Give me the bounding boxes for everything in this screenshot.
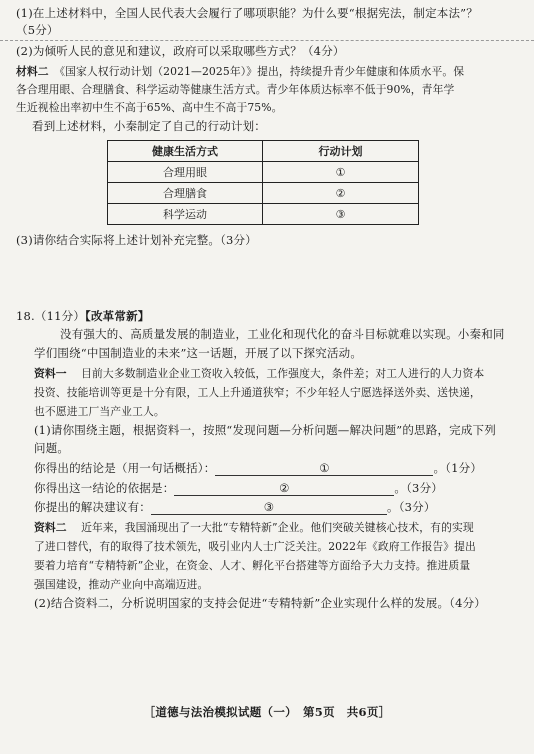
conclusion-score: 。（1分） bbox=[433, 461, 483, 475]
q17-sub2: (2)为倾听人民的意见和建议，政府可以采取哪些方式？（4分） bbox=[16, 44, 345, 58]
basis-blank[interactable]: ② bbox=[174, 481, 394, 496]
q18-sub2: (2)结合资料二，分析说明国家的支持会促进“专精特新”企业实现什么样的发展。（4分） bbox=[34, 596, 487, 610]
table-row bbox=[108, 162, 419, 183]
table-cell-plan: ② bbox=[263, 183, 419, 204]
table-cell-plan: ③ bbox=[263, 204, 419, 225]
page-footer: ［道德与法治模拟试题（一） 第5页 共6页］ bbox=[143, 705, 391, 719]
q18-material2-label: 资料二 bbox=[34, 521, 67, 534]
conclusion-line bbox=[34, 461, 482, 476]
q18-material1-text: 目前大多数制造业企业工资收入较低，工作强度大，条件差；对工人进行的人力资本 bbox=[81, 367, 485, 380]
q18-material2-line2: 了进口替代，有的取得了技术领先，吸引业内人士广泛关注。2022年《政府工作报告》提出 bbox=[34, 540, 476, 553]
table-header-plan: 行动计划 bbox=[263, 141, 419, 162]
q17-sub1-line1: (1)在上述材料中，全国人民代表大会履行了哪项职能？为什么要“根据宪法，制定本法”？ bbox=[16, 6, 478, 20]
q17-sub3: (3)请你结合实际将上述计划补充完整。（3分） bbox=[16, 233, 257, 247]
table-cell-lifestyle: 科学运动 bbox=[108, 204, 263, 225]
q18-number: 18.（11分） bbox=[16, 309, 86, 323]
q17-sub1-line2: （5分） bbox=[16, 23, 59, 37]
q17-material2-label: 材料二 bbox=[16, 65, 49, 78]
q17-material2-text: 《国家人权行动计划（2021—2025年）》提出，持续提升青少年健康和体质水平。保 bbox=[59, 65, 465, 78]
q18-material2-line1 bbox=[34, 520, 474, 535]
q17-plan-intro: 看到上述材料，小秦制定了自己的行动计划： bbox=[32, 119, 266, 133]
q18-material1-line2: 投资、技能培训等更是十分有限，工人上升通道狭窄；不少年轻人宁愿选择送外卖、送快递， bbox=[34, 386, 481, 399]
q18-material2-text: 近年来，我国涌现出了一大批“专精特新”企业。他们突破关键核心技术，有的实现 bbox=[81, 521, 474, 534]
q17-material2-line2: 各合理用眼、合理膳食、科学运动等健康生活方式。青少年体质达标率不低于90%，青年学 bbox=[16, 83, 455, 96]
q18-intro-line2: 学们围绕“中国制造业的未来”这一话题，开展了以下探究活动。 bbox=[34, 346, 363, 360]
q17-material2-line1 bbox=[16, 64, 464, 79]
q18-material2-line4: 强国建设，推动产业向中高端迈进。 bbox=[34, 578, 209, 591]
q18-intro-line1: 没有强大的、高质量发展的制造业，工业化和现代化的奋斗目标就难以实现。小秦和同 bbox=[60, 327, 505, 341]
solution-blank[interactable]: ③ bbox=[151, 500, 387, 515]
solution-score: 。（3分） bbox=[387, 500, 436, 514]
conclusion-blank[interactable]: ① bbox=[215, 461, 433, 476]
q18-material2-line3: 要着力培育“专精特新”企业，在资金、人才、孵化平台搭建等方面给予大力支持。推进质量 bbox=[34, 559, 471, 572]
table-row bbox=[108, 204, 419, 225]
basis-prompt: 你得出这一结论的依据是： bbox=[34, 481, 175, 495]
action-plan-table bbox=[107, 140, 419, 225]
q18-sub1-line1: (1)请你围绕主题，根据资料一，按照“发现问题—分析问题—解决问题”的思路，完成下列 bbox=[34, 423, 496, 437]
table-cell-lifestyle: 合理膳食 bbox=[108, 183, 263, 204]
table-row bbox=[108, 183, 419, 204]
basis-score: 。（3分） bbox=[394, 481, 443, 495]
table-header-row bbox=[108, 141, 419, 162]
q18-tag: 【改革常新】 bbox=[85, 309, 150, 323]
conclusion-prompt: 你得出的结论是（用一句话概括）： bbox=[34, 461, 216, 475]
solution-prompt: 你提出的解决建议有： bbox=[34, 500, 151, 514]
q18-material1-label: 资料一 bbox=[34, 367, 67, 380]
q18-sub1-line2: 问题。 bbox=[34, 441, 70, 455]
q17-material2-line3: 生近视检出率初中生不高于65%、高中生不高于75%。 bbox=[16, 101, 283, 114]
q18-heading bbox=[16, 309, 149, 324]
answer-space-divider bbox=[0, 40, 534, 41]
solution-line bbox=[34, 500, 436, 515]
table-cell-lifestyle: 合理用眼 bbox=[108, 162, 263, 183]
q18-material1-line1 bbox=[34, 366, 484, 381]
basis-line bbox=[34, 481, 443, 496]
table-header-lifestyle: 健康生活方式 bbox=[108, 141, 263, 162]
q18-material1-line3: 也不愿进工厂当产业工人。 bbox=[34, 405, 165, 418]
table-cell-plan: ① bbox=[263, 162, 419, 183]
